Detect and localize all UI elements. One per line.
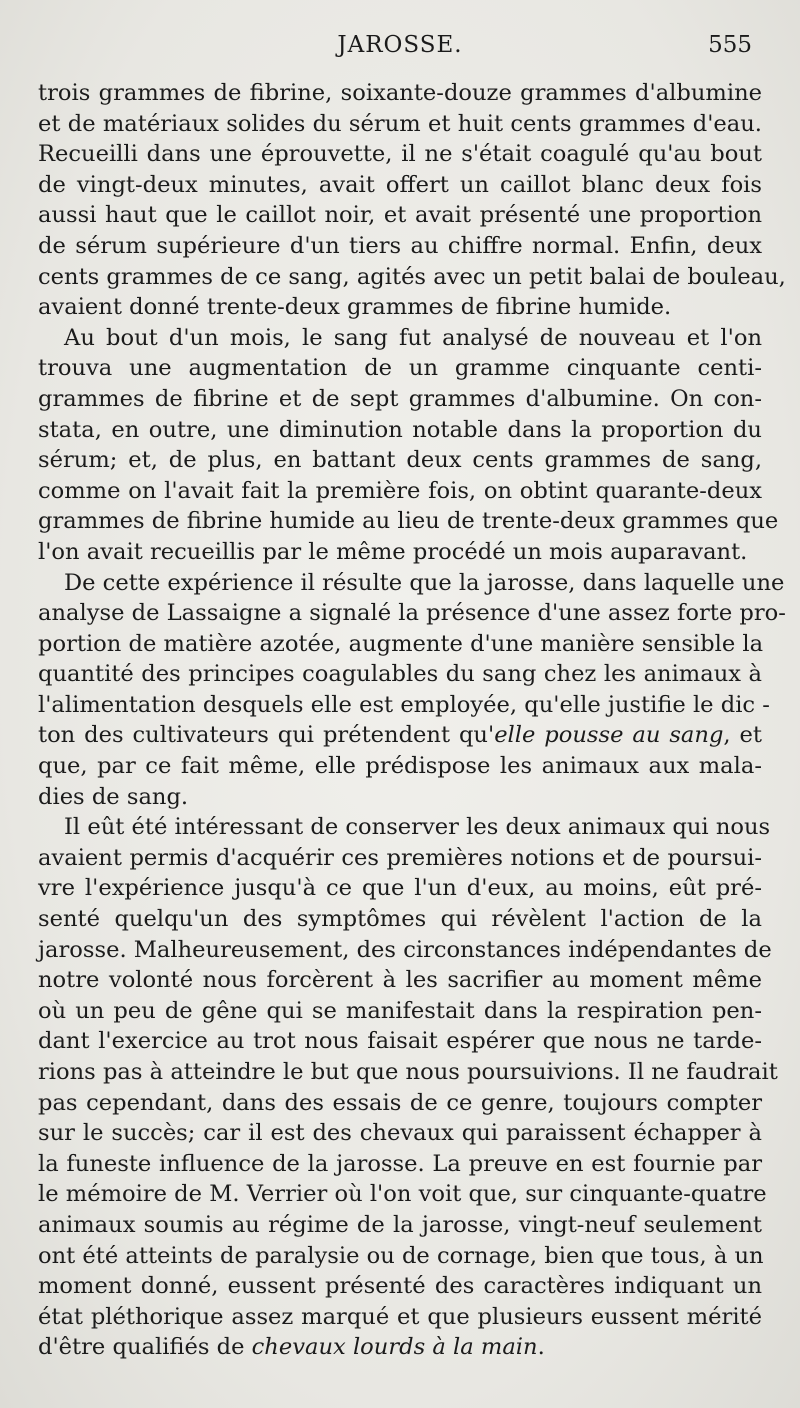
text-line: senté quelqu'un des symptômes qui révèlent l'action de la [38,906,762,933]
text-line: notre volonté nous forcèrent à les sacrifier au moment même [38,967,762,994]
text-line: portion de matière azotée, augmente d'une manière sensible la [38,630,764,657]
text-line: ont été atteints de paralysie ou de cornage, bien que tous, à un [38,1242,764,1269]
text-line: de vingt-deux minutes, avait offert un caillot blanc deux fois [38,171,762,198]
text-line: l'alimentation desquels elle est employée, qu'elle justifie le dic - [38,691,770,718]
paragraph-4 [38,812,778,1363]
text-line: Recueilli dans une éprouvette, il ne s'était coagulé qu'au bout [38,141,762,168]
paragraph-1 [38,78,786,323]
text-line: et de matériaux solides du sérum et huit cents grammes d'eau. [38,110,762,137]
text-line: trois grammes de fibrine, soixante-douze grammes d'albumine [38,80,762,106]
page-header [0,32,800,62]
text-line: le mémoire de M. Verrier où l'on voit que, sur cinquante-quatre [38,1181,767,1208]
text-line: animaux soumis au régime de la jarosse, vingt-neuf seulement [38,1211,762,1238]
text-line: grammes de fibrine humide au lieu de trente-deux grammes que [38,508,779,535]
text-line-with-italic [38,720,762,751]
text-line: de sérum supérieure d'un tiers au chiffre normal. Enfin, deux [38,232,762,259]
text-line: Il eût été intéressant de conserver les deux animaux qui nous [64,814,771,841]
line-text: . [537,1334,545,1361]
text-line: aussi haut que le caillot noir, et avait présenté une proportion [38,202,762,229]
text-line: sérum; et, de plus, en battant deux cents grammes de sang, [38,447,762,474]
text-line: quantité des principes coagulables du sang chez les animaux à [38,661,762,688]
text-line: De cette expérience il résulte que la jarosse, dans laquelle une [64,569,785,596]
text-line: rions pas à atteindre le but que nous poursuivions. Il ne faudrait [38,1059,778,1085]
text-line: analyse de Lassaigne a signalé la présence d'une assez forte pro- [38,600,786,627]
text-line: pas cependant, dans des essais de ce genre, toujours compter [38,1089,762,1116]
line-text: d'être qualifiés de [38,1334,252,1361]
text-line: grammes de fibrine et de sept grammes d'albumine. On con- [38,385,762,412]
page-number: 555 [708,32,752,58]
text-line: la funeste influence de la jarosse. La preuve en est fournie par [38,1150,762,1177]
text-line: état pléthorique assez marqué et que plusieurs eussent mérité [38,1303,762,1330]
running-head: JAROSSE. [337,32,463,58]
italic-phrase: elle pousse au sang [494,722,724,749]
text-line: Au bout d'un mois, le sang fut analysé de nouveau et l'on [64,324,762,351]
line-text: , et [723,722,762,749]
text-line: où un peu de gêne qui se manifestait dans la respiration pen- [38,997,762,1024]
text-line: vre l'expérience jusqu'à ce que l'un d'eux, au moins, eût pré- [38,875,762,902]
text-line: dies de sang. [38,783,189,810]
text-line: trouva une augmentation de un gramme cinquante centi- [38,355,762,382]
text-line: sur le succès; car il est des chevaux qui paraissent échapper à [38,1120,762,1147]
paragraph-3 [38,568,786,813]
text-line: comme on l'avait fait la première fois, on obtint quarante-deux [38,477,762,504]
body-text [38,78,786,1363]
text-line: avaient permis d'acquérir ces premières notions et de poursui- [38,844,762,871]
text-line: jarosse. Malheureusement, des circonstances indépendantes de [38,936,772,963]
text-line: cents grammes de ce sang, agités avec un petit balai de bouleau, [38,263,786,290]
text-line-with-italic [38,1332,762,1363]
text-line: dant l'exercice au trot nous faisait espérer que nous ne tarde- [38,1028,762,1055]
text-line: avaient donné trente-deux grammes de fibrine humide. [38,294,672,321]
line-text: ton des cultivateurs qui prétendent qu' [38,722,495,749]
text-line: l'on avait recueillis par le même procédé un mois auparavant. [38,538,748,565]
italic-phrase: chevaux lourds à la main [251,1334,538,1361]
paragraph-2 [38,323,779,568]
text-line: que, par ce fait même, elle prédispose les animaux aux mala- [38,753,762,780]
text-line: stata, en outre, une diminution notable dans la proportion du [38,416,762,443]
text-line: moment donné, eussent présenté des caractères indiquant un [38,1273,762,1300]
